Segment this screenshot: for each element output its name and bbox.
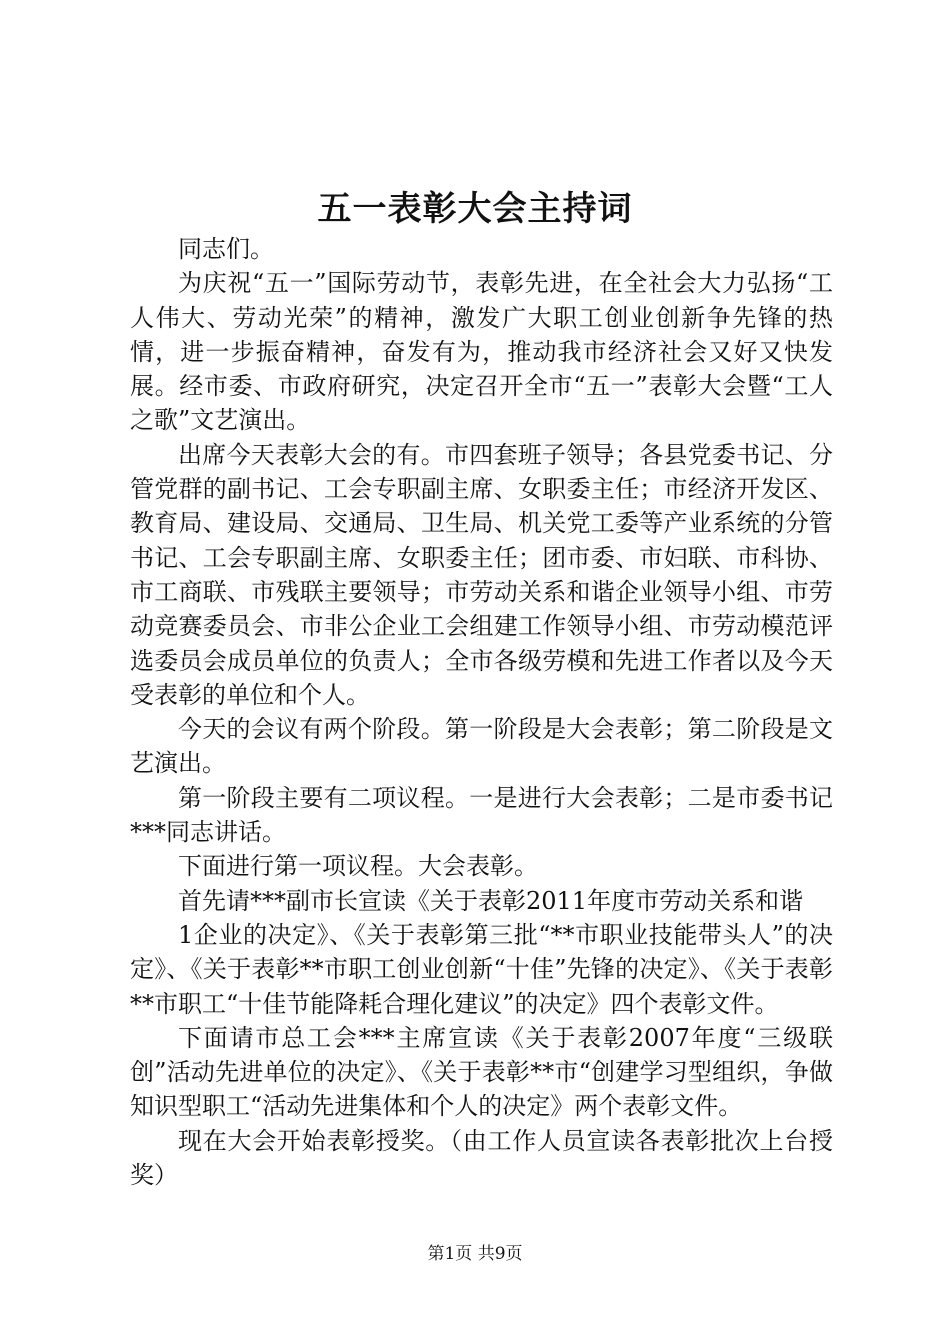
document-body [130, 232, 833, 1192]
paragraph-first-reading: 首先请***副市长宣读《关于表彰2011年度市劳动关系和谐 [178, 886, 804, 915]
paragraph-awarding: 现在大会开始表彰授奖。（由工作人员宣读各表彰批次上台授奖） [130, 1126, 833, 1190]
paragraph-stages: 今天的会议有两个阶段。第一阶段是大会表彰；第二阶段是文艺演出。 [130, 715, 833, 778]
paragraph-first-item: 下面进行第一项议程。大会表彰。 [178, 852, 538, 881]
paragraph-attendees: 出席今天表彰大会的有。市四套班子领导；各县党委书记、分管党群的副书记、工会专职副主席、女职委主任；市经济开发区、教育局、建设局、交通局、卫生局、机关党工委等产业系统的分管书记、工会专职副主席、女职委主任；团市委、市妇联、市科协、市工商联、市残联主要领导；市劳动关系和谐企业领导小组、市劳动竞赛委员会、市非公企业工会组建工作领导小组、市劳动模范评选委员会成员单位的负责人；全市各级劳模和先进工作者以及今天受表彰的单位和个人。 [130, 440, 833, 709]
page-footer: 第1页 共9页 [427, 1244, 523, 1264]
paragraph-greeting: 同志们。 [178, 235, 274, 263]
paragraph-first-reading-continued: 1企业的决定》、《关于表彰第三批“**市职业技能带头人”的决定》、《关于表彰**市职工创业创新“十佳”先锋的决定》、《关于表彰**市职工“十佳节能降耗合理化建议”的决定》四个表彰文件。 [130, 920, 833, 1018]
paragraph-second-reading: 下面请市总工会***主席宣读《关于表彰2007年度“三级联创”活动先进单位的决定》、《关于表彰**市“创建学习型组织，争做知识型职工“活动先进集体和个人的决定》两个表彰文件。 [130, 1023, 833, 1121]
document-title: 五一表彰大会主持词 [317, 189, 633, 229]
paragraph-purpose: 为庆祝“五一”国际劳动节，表彰先进，在全社会大力弘扬“工人伟大、劳动光荣”的精神，激发广大职工创业创新争先锋的热情，进一步振奋精神，奋发有为，推动我市经济社会又好又快发展。经市委、市政府研究，决定召开全市“五一”表彰大会暨“工人之歌”文艺演出。 [130, 269, 833, 435]
paragraph-agenda: 第一阶段主要有二项议程。一是进行大会表彰；二是市委书记***同志讲话。 [130, 783, 833, 847]
